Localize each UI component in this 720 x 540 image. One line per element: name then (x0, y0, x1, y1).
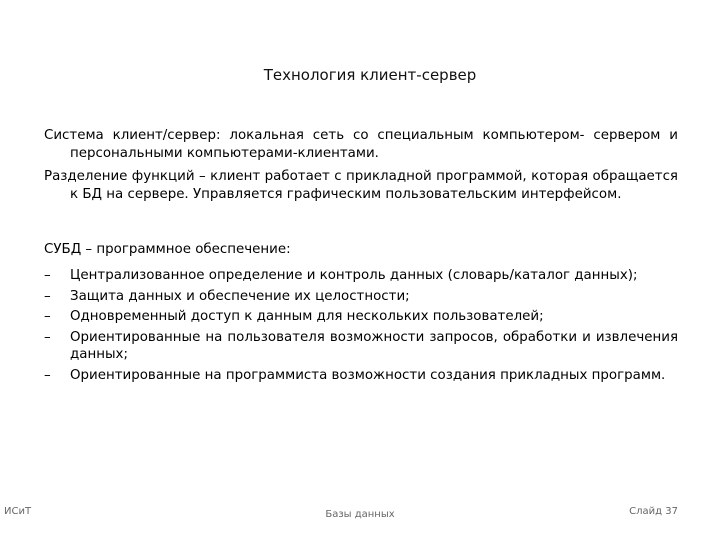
footer-course-name: Базы данных (325, 509, 395, 520)
bullet-marker: – (44, 288, 51, 304)
paragraph-function-division: Разделение функций – клиент работает с прикладной программой, которая обращается к БД на сервере. Управляется графическим пользовательским интерфейсом. (44, 169, 678, 202)
list-item-text: Ориентированные на пользователя возможности запросов, обработки и извлечения данных; (70, 329, 678, 362)
list-item (44, 288, 678, 306)
bullet-marker: – (44, 329, 51, 345)
slide-number: Слайд 37 (629, 506, 678, 517)
list-item-text: Ориентированные на программиста возможности создания прикладных программ. (70, 367, 666, 383)
list-item (44, 267, 678, 285)
bullet-marker: – (44, 367, 51, 383)
list-item (44, 308, 678, 326)
footer-organization: ИСиТ (4, 506, 32, 517)
list-item-text: Централизованное определение и контроль данных (словарь/каталог данных); (70, 268, 638, 283)
paragraph-client-server-system: Система клиент/сервер: локальная сеть со специальным компьютером- сервером и персональными компьютерами-клиентами. (44, 128, 678, 161)
bullet-marker: – (44, 309, 51, 324)
list-item (44, 329, 678, 364)
paragraph-dbms-intro: СУБД – программное обеспечение: (44, 242, 291, 257)
list-item-text: Одновременный доступ к данным для нескольких пользователей; (70, 309, 544, 324)
dbms-feature-list (44, 267, 678, 387)
bullet-marker: – (44, 268, 51, 283)
list-item-text: Защита данных и обеспечение их целостности; (70, 288, 410, 304)
list-item (44, 367, 678, 385)
slide-title: Технология клиент-сервер (263, 66, 477, 84)
